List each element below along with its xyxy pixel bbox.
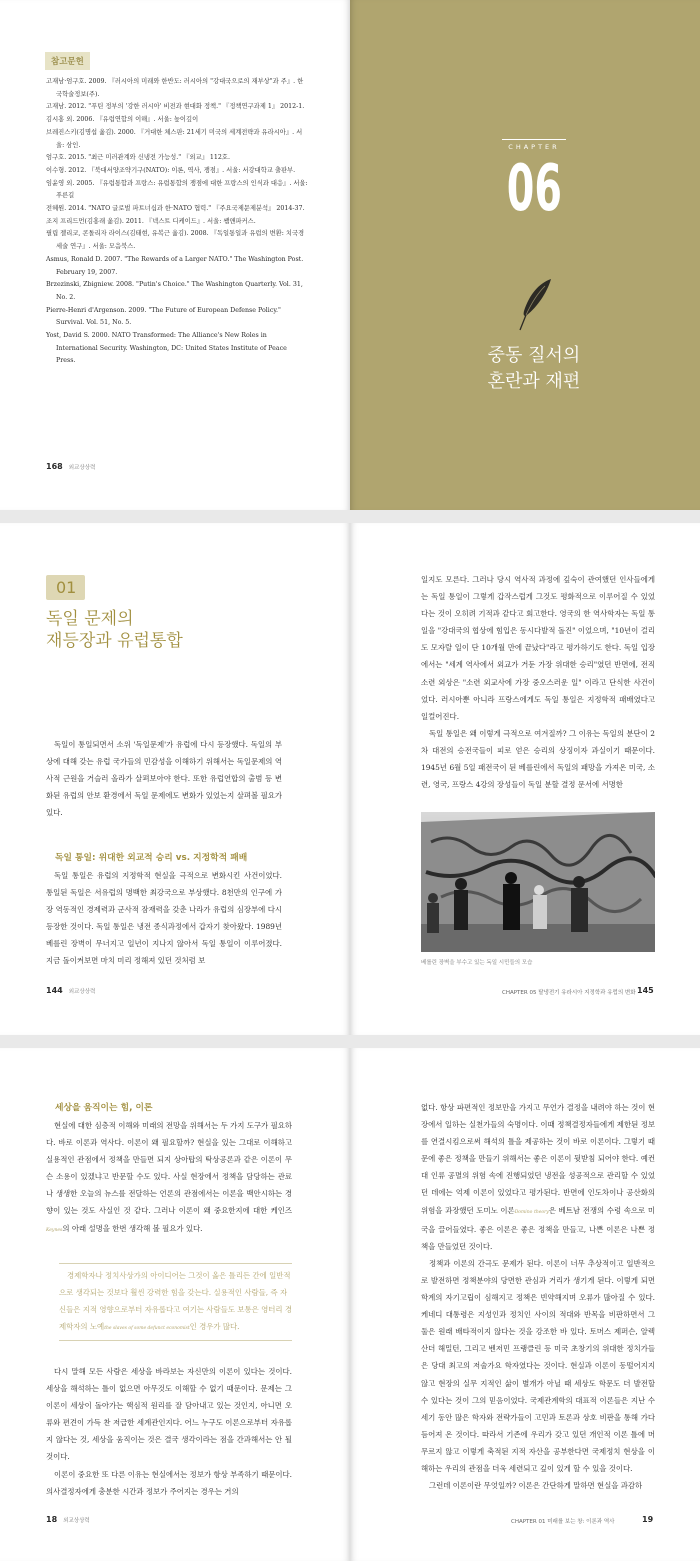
paragraph: 독일 통일은 왜 이렇게 극적으로 여겨질까? 그 이유는 독일의 분단이 2차 대전의 승전국들이 피로 얻은 승리의 상징이자 과실이기 때문이다. 1945년 6월 5일 패전국이 된 베를린에서 독일의 패망을 가져온 미국, 소련, 영국, 프랑스 4강의 장성들이 독일 분할 결정 문서에 서명한 xyxy=(421,728,655,790)
page-number: 168 xyxy=(46,462,63,471)
section-number: 01 xyxy=(56,578,77,597)
chapter-cover-page xyxy=(350,0,700,510)
chapter-rule xyxy=(502,139,566,140)
reference-item: Pierre-Henri d'Argenson. 2009. "The Future of European Defense Policy." Survival. Vol. 51, No. 5. xyxy=(46,306,281,327)
body-text xyxy=(46,1363,292,1500)
page-number: 144 xyxy=(46,986,63,995)
chapter-label: CHAPTER xyxy=(508,143,560,151)
reference-list xyxy=(46,76,308,368)
reference-item: Brzezinski, Zbigniew. 2008. "Putin's Choice." The Washington Quarterly. Vol. 31, No. 2. xyxy=(46,281,303,301)
section-number-badge xyxy=(46,575,85,600)
reference-item: Asmus, Ronald D. 2007. "The Rewards of a Larger NATO." The Washington Post. February 19, 2007. xyxy=(46,255,304,276)
body-text xyxy=(46,1117,292,1239)
reference-item: 조지 프리드먼(김홍래 옮김). 2011. 『넥스트 디케이드』. 서울: 쌤앤파커스. xyxy=(46,217,256,225)
paragraph: 정책과 이론의 간극도 문제가 된다. 이론이 너무 추상적이고 일반적으로 발전하면 정책분야의 당면한 관심과 거리가 생기게 된다. 이렇게 되면 학계의 자기고립이 심해지고 정책은 빈약해지며 오류가 많아질 수 있다. 케네디 대통령은 지성인과 정치인 사이의 적대와 반목을 비판하면서 그 둘은 원래 배타적이지 않다는 것을 강조한 바 있다. 토머스 제퍼슨, 알렉산더 해밀턴, 그리고 벤저민 프랭클린 등 미국 초창기의 위대한 정치가들은 당대 최고의 저술가요 학자였다는 것이다. 현실과 이론이 동떨어지지 않고 현장의 실무 지적인 삶이 별개가 아닐 때 세상도 학문도 더 발전할 수 있다는 것이 그의 믿음이었다. 국제관계학의 대표적 이론들은 지난 수세기 동안 많은 학자와 전략가들이 고민과 토론과 상호 비판을 통해 가다듬어져 온 것이다. 따라서 기존에 우리가 갖고 있던 개인적 이론 틀에 머무르지 않고 이렇게 축적된 지적 자산을 공부한다면 국제정치 현상을 이해하는 우리의 관점을 더욱 세련되고 깊이 있게 할 수 있을 것이다. xyxy=(421,1258,655,1473)
berlin-wall-photo xyxy=(421,812,655,952)
quote-text: 경제학자나 정치사상가의 아이디어는 그것이 옳은 틀리든 간에 일반적으로 생각되는 것보다 훨씬 강력한 힘을 갖는다. 실용적인 사람들, 즉 자신들은 지적 영향으로부터 자유롭다고 여기는 사람들도 보통은 영터리 경제학자의 노예the slaves of some defunct economist인 경우가 많다. xyxy=(59,1271,292,1331)
paragraph: 현실에 대한 심층적 이해와 미래의 전망을 위해서는 두 가지 도구가 필요하다. 바로 이론과 역사다. 이론이 왜 필요할까? 현실을 있는 그대로 이해하고 실용적인 관점에서 정책을 만들면 되지 상아탑의 탁상공론과 같은 이론이 무슨 소용이 있겠냐고 반문할 수도 있다. 사실 현장에서 정책을 담당하는 관료나 생생한 오늘의 뉴스를 전달하는 언론의 관점에서는 이론을 백안시하는 경향이 있는 것도 사실인 것 같다. 그러나 이론이 왜 중요한지에 대한 케인즈Keynes의 아래 설명을 한번 생각해 볼 필요가 있다. xyxy=(46,1121,292,1233)
body-text xyxy=(421,571,655,793)
running-head: CHAPTER 05 탈냉전기 유라시아 지정학과 유럽의 변화 xyxy=(502,990,636,996)
page-number: 19 xyxy=(642,1515,654,1524)
chapter-number: 06 xyxy=(506,152,562,226)
paragraph: 독일 통일은 유럽의 지정학적 현실을 극적으로 변화시킨 사건이었다. 통일된 독일은 서유럽의 명백한 최강국으로 부상했다. 8천만의 인구에 가장 역동적인 경제력과 군사적 잠재력을 갖춘 나라가 유럽의 심장부에 다시 등장한 것이다. 독일 통일은 냉전 종식과정에서 갑자기 찾아왔다. 1989년 베를린 장벽이 무너지고 일년이 지나지 않아서 독일 통일이 이루어졌다. 지금 돌이켜보면 마치 미리 정해져 있던 것처럼 보 xyxy=(46,871,282,966)
reference-item: 임윤영 외. 2005. 『유럽통합과 프랑스: 유럽통합의 쟁점에 대한 프랑스의 인식과 대응』. 서울: 푸른길 xyxy=(46,179,308,200)
section-title-line: 재등장과 유럽통합 xyxy=(46,631,183,651)
section-title xyxy=(46,608,266,652)
page-number: 18 xyxy=(46,1515,58,1524)
reference-item: Yost, David S. 2000. NATO Transformed: The Alliance's New Roles in International Security. Washington, DC: United States Institute of Peace Press. xyxy=(46,332,287,365)
body-text xyxy=(421,1099,655,1494)
reference-item: 전혜원. 2014. "NATO 글로벌 파트너십과 한·NATO 협력." 『주요국제문제분석』 2014-37. xyxy=(46,205,305,213)
subsection-heading: 독일 통일: 위대한 외교적 승리 vs. 지정학적 패배 xyxy=(55,853,248,863)
chapter-title-line: 혼란과 재편 xyxy=(487,371,581,392)
running-title: 외교상상력 xyxy=(68,465,96,471)
references-label: 참고문헌 xyxy=(45,52,90,70)
paragraph: 이론이 중요한 또 다른 이유는 현실에서는 정보가 항상 부족하기 때문이다. 의사결정자에게 충분한 시간과 정보가 주어지는 경우는 거의 xyxy=(46,1469,292,1496)
intro-paragraph xyxy=(46,736,282,821)
page-folio xyxy=(46,986,95,995)
paragraph: 다시 말해 모든 사람은 세상을 바라보는 자신만의 이론이 있다는 것이다. 세상을 해석하는 틀이 없으면 아무것도 이해할 수 없기 때문이다. 문제는 그 이론이 세상이 돌아가는 핵심적 원리를 잘 담아내고 있는 것인지, 아니면 오류와 편견이 가득 찬 저급한 세계관인지다. 어느 누구도 이론으로부터 자유롭지 않다는 것, 세상을 움직이는 것은 결국 생각이라는 점을 간과해서는 안 될 것이다. xyxy=(46,1367,292,1462)
block-quote xyxy=(59,1263,292,1341)
paragraph: 없다. 항상 파편적인 정보만을 가지고 무언가 결정을 내려야 하는 것이 현장에서 일하는 실천가들의 숙명이다. 이때 정책결정자들에게 제한된 정보를 연결시킴으로써 해석의 틀을 제공하는 것이 바로 이론이다. 그렇기 때문에 좋은 정책을 만들기 위해서는 좋은 이론이 뒷받침 되어야 한다. 예컨대 인류 공멸의 위험 속에 진행되었던 냉전을 성공적으로 관리할 수 있었던 데에는 억제 이론이 있었다고 평가된다. 반면에 인도차이나 공산화의 위험을 과장했던 도미노 이론Domino theory은 베트남 전쟁의 수렁 속으로 미국을 끌어들였다. 좋은 이론은 좋은 정책을 만들고, 나쁜 이론은 나쁜 정책을 만들었던 것이다. xyxy=(421,1103,655,1251)
reference-item: 브레진스키(김명섭 옮김). 2000. 『거대한 체스판: 21세기 미국의 세계전략과 유라시아』. 서울: 삼인. xyxy=(46,128,303,149)
chapter-title xyxy=(455,343,613,395)
photo-caption: 베를린 장벽을 부수고 있는 독일 시민들의 모습 xyxy=(421,960,533,966)
running-title: 외교상상력 xyxy=(68,989,96,995)
reference-item: 고재남. 2012. "푸틴 정부의 '강한 러시아' 비전과 현대화 정책." 『정책연구과제 1』 2012-1. xyxy=(46,103,305,111)
reference-item: 필립 젤리코, 콘돌리자 라이스(김태현, 유복근 옮김). 2008. 『독일통일과 유럽의 변환: 치국경세술 연구』. 서울: 모음북스. xyxy=(46,230,305,251)
subsection-heading: 세상을 움직이는 힘, 이론 xyxy=(55,1103,153,1113)
body-text xyxy=(46,867,282,970)
footnote-gloss: Domino theory xyxy=(514,1209,549,1215)
footnote-gloss: the slaves of some defunct economist xyxy=(104,1326,190,1331)
paragraph: 그런데 이론이란 무엇일까? 이론은 간단하게 말하면 현실을 과감하 xyxy=(429,1481,643,1491)
page-folio xyxy=(46,462,95,471)
section-title-line: 독일 문제의 xyxy=(46,609,134,629)
running-head: CHAPTER 01 미래를 보는 창: 이론과 역사 xyxy=(511,1519,615,1525)
page-folio xyxy=(46,1515,90,1524)
quill-feather-icon xyxy=(515,277,555,333)
paragraph: 독일이 통일되면서 소위 '독일문제'가 유럽에 다시 등장했다. 독일의 부상에 대해 갖는 유럽 국가들의 민감성을 이해하기 위해서는 독일문제의 역사적 근원을 거슬러 올라가 살펴보아야 한다. 또한 유럽연합의 출범 등 변화된 유럽의 안보 환경에서 독일 문제에도 변화가 있었는지 살펴볼 필요가 있다. xyxy=(46,740,282,818)
reference-item: 엄구호. 2015. "최근 미러관계와 신냉전 가능성." 『외교』 112호. xyxy=(46,154,231,162)
chapter-title-line: 중동 질서의 xyxy=(487,345,581,366)
footnote-gloss: Keynes xyxy=(46,1227,63,1233)
reference-item: 고재남·엄구호. 2009. 『러시아의 미래와 한반도: 러시아의 "강대국으로의 재부상"과 주』. 한국학술정보(주). xyxy=(46,78,304,98)
paragraph: 일지도 모른다. 그러나 당시 역사적 과정에 깊숙이 관여했던 인사들에게는 독일 통일이 그렇게 갑작스럽게 그것도 평화적으로 이루어질 수 있었다는 것이 오히려 기적과 같다고 회고한다. 영국의 한 역사학자는 독일 통일을 "강대국의 협상에 힘입은 동시다발적 돌진" 이었으며, "10년이 걸리도 모자랄 일이 단 10개월 만에 끝났다"라고 평가하기도 한다. 독일 입장에서는 "세계 역사에서 외교가 거둔 가장 위대한 승리"였던 반면에, 전직 소련 외상은 "소련 외교사에 가장 중오스러운 일" 이라고 단식한 사건이었다. 러시아뿐 아니라 프랑스에게도 독일 통일은 지정학적 패배였다고 일컬어진다. xyxy=(421,575,655,721)
reference-item: 이수형. 2012. 『북대서양조약기구(NATO): 이론, 역사, 쟁점』. 서울: 서강대학교 출판부. xyxy=(46,166,296,174)
reference-item: 김시홍 외. 2006. 『유럽연합의 이해』. 서울: 높이깊이 xyxy=(46,116,199,124)
running-title: 외교상상력 xyxy=(63,1518,90,1524)
page-number: 145 xyxy=(637,986,654,995)
